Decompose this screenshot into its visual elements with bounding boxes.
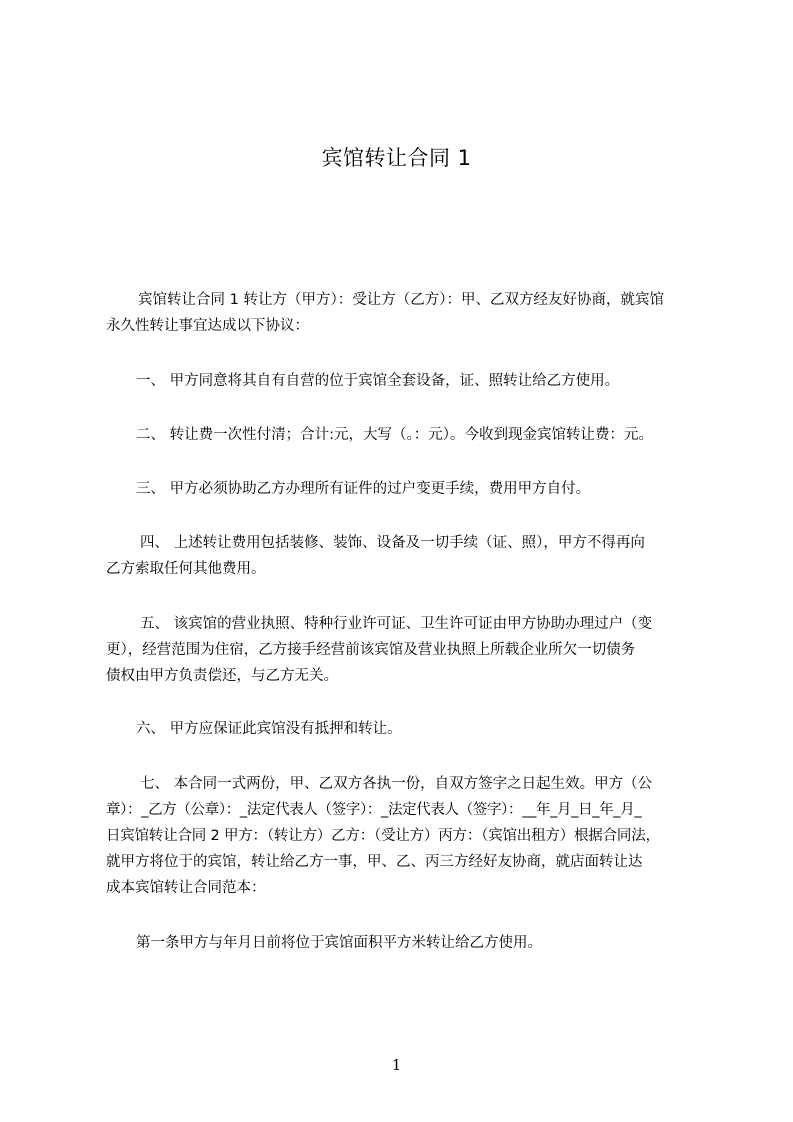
article-1: 第一条甲方与年月日前将位于宾馆面积平方米转让给乙方使用。 <box>136 935 542 951</box>
clause-2: 二、 转让费一次性付清；合计:元，大写（。：元）。今收到现金宾馆转让费：元。 <box>136 427 653 443</box>
intro-line-1: 宾馆转让合同 1 转让方（甲方）：受让方（乙方）：甲、乙双方经友好协商，就宾馆 <box>138 292 664 308</box>
clause-7-line-4: 就甲方将位于的宾馆，转让给乙方一事，甲、乙、丙三方经好友协商，就店面转让达 <box>106 854 643 870</box>
clause-7-line-1: 七、 本合同一式两份，甲、乙双方各执一份，自双方签字之日起生效。甲方（公 <box>140 776 653 792</box>
intro-line-2: 永久性转让事宜达成以下协议： <box>106 318 309 334</box>
clause-6: 六、 甲方应保证此宾馆没有抵押和转让。 <box>136 721 402 737</box>
page-number: 1 <box>391 1056 402 1074</box>
clause-7-line-5: 成本宾馆转让合同范本： <box>106 880 266 896</box>
clause-5-line-2: 更），经营范围为住宿，乙方接手经营前该宾馆及营业执照上所载企业所欠一切债务 <box>106 642 636 658</box>
clause-4-line-2: 乙方索取任何其他费用。 <box>106 561 266 577</box>
clause-7-line-3: 日宾馆转让合同 2 甲方：（转让方）乙方：（受让方）丙方：（宾馆出租方）根据合同法， <box>106 828 660 844</box>
document-title: 宾馆转让合同 1 <box>321 146 472 170</box>
clause-5-line-1: 五、 该宾馆的营业执照、特种行业许可证、卫生许可证由甲方协助办理过户（变 <box>140 616 653 632</box>
clause-5-line-3: 债权由甲方负责偿还，与乙方无关。 <box>106 668 338 684</box>
clause-3: 三、 甲方必须协助乙方办理所有证件的过户变更手续，费用甲方自付。 <box>136 481 591 497</box>
clause-4-line-1: 四、 上述转让费用包括装修、装饰、设备及一切手续（证、照），甲方不得再向 <box>140 535 645 551</box>
clause-7-line-2: 章）：_乙方（公章）：_法定代表人（签字）：_法定代表人（签字）：__年_月_日_年_月_ <box>106 802 642 818</box>
clause-1: 一、 甲方同意将其自有自营的位于宾馆全套设备，证、照转让给乙方使用。 <box>136 373 620 389</box>
